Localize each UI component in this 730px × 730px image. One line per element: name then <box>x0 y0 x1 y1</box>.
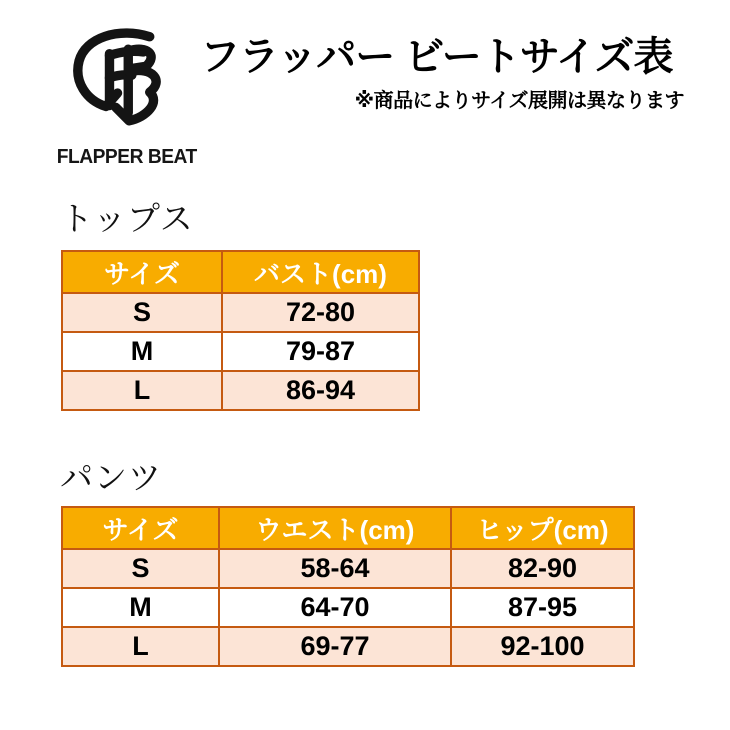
size-cell: M <box>62 332 222 371</box>
pants-header-row <box>62 507 634 549</box>
waist-cell: 69-77 <box>219 627 451 666</box>
fb-monogram-icon <box>54 26 190 144</box>
size-cell: L <box>62 627 219 666</box>
bust-cell: 86-94 <box>222 371 419 410</box>
pants-column-header-hip: ヒップ(cm) <box>451 507 634 549</box>
pants-column-header-size: サイズ <box>62 507 219 549</box>
waist-cell: 58-64 <box>219 549 451 588</box>
tops-column-header-size: サイズ <box>62 251 222 293</box>
hip-cell: 92-100 <box>451 627 634 666</box>
brand-name: FLAPPER BEAT <box>56 146 197 168</box>
section-heading-tops: トップス <box>60 200 194 237</box>
tops-row-l <box>62 371 419 410</box>
size-cell: S <box>62 293 222 332</box>
size-cell: L <box>62 371 222 410</box>
tops-size-table <box>61 250 420 411</box>
tops-column-header-bust: バスト(cm) <box>222 251 419 293</box>
tops-row-m <box>62 332 419 371</box>
bust-cell: 72-80 <box>222 293 419 332</box>
hip-cell: 87-95 <box>451 588 634 627</box>
pants-row-s <box>62 549 634 588</box>
section-heading-pants: パンツ <box>60 459 162 496</box>
page-title: フラッパー ビートサイズ表 <box>200 35 673 79</box>
tops-header-row <box>62 251 419 293</box>
pants-row-l <box>62 627 634 666</box>
size-availability-note: ※商品によりサイズ展開は異なります <box>354 90 684 112</box>
title-block <box>200 34 684 113</box>
pants-column-header-waist: ウエスト(cm) <box>219 507 451 549</box>
pants-row-m <box>62 588 634 627</box>
bust-cell: 79-87 <box>222 332 419 371</box>
hip-cell: 82-90 <box>451 549 634 588</box>
size-cell: M <box>62 588 219 627</box>
brand-logo <box>54 26 197 169</box>
tops-row-s <box>62 293 419 332</box>
waist-cell: 64-70 <box>219 588 451 627</box>
pants-size-table <box>61 506 635 667</box>
size-cell: S <box>62 549 219 588</box>
